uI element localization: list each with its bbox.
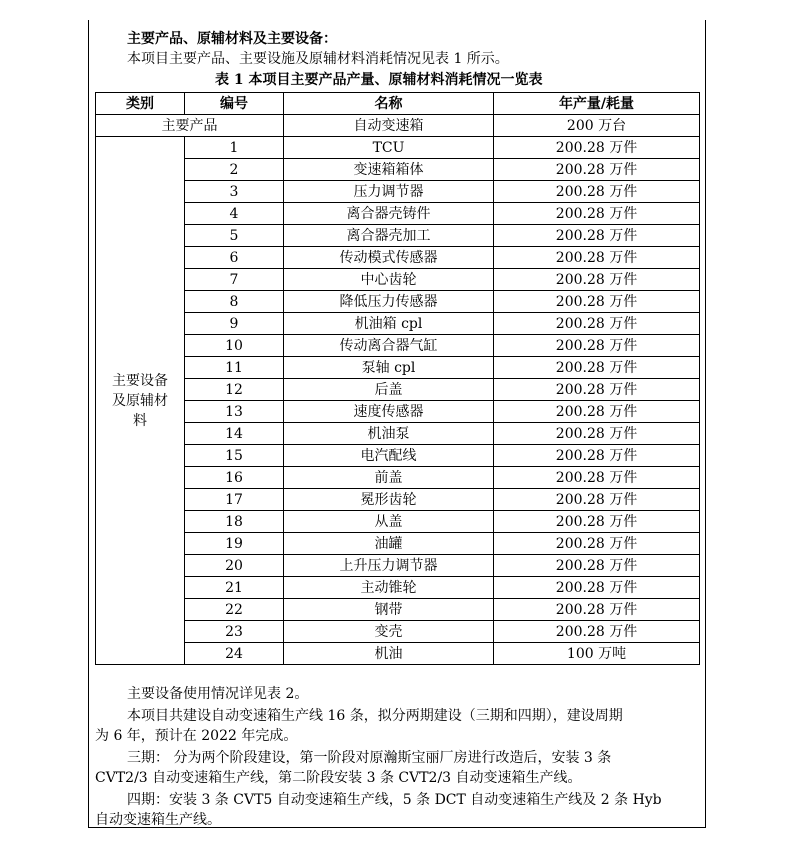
equipment-category-cell — [96, 137, 185, 665]
row-amount: 200.28 万件 — [494, 313, 700, 335]
table-row — [96, 269, 700, 291]
row-name: 离合器壳加工 — [284, 225, 494, 247]
row-name: 后盖 — [284, 379, 494, 401]
intro-text: 本项目主要产品、主要设施及原辅材料消耗情况见表 1 所示。 — [127, 51, 509, 67]
category-label-line: 料 — [133, 412, 147, 429]
row-name: 离合器壳铸件 — [284, 203, 494, 225]
row-number: 11 — [185, 357, 284, 379]
row-name: 前盖 — [284, 467, 494, 489]
row-number: 9 — [185, 313, 284, 335]
row-name: 从盖 — [284, 511, 494, 533]
row-number: 10 — [185, 335, 284, 357]
table-row — [96, 489, 700, 511]
row-number: 20 — [185, 555, 284, 577]
row-amount: 200.28 万件 — [494, 555, 700, 577]
row-number: 22 — [185, 599, 284, 621]
row-number: 1 — [185, 137, 284, 159]
row-amount: 200.28 万件 — [494, 379, 700, 401]
header-category: 类别 — [96, 93, 185, 115]
row-amount: 200.28 万件 — [494, 423, 700, 445]
row-name: 电汽配线 — [284, 445, 494, 467]
row-amount: 200.28 万件 — [494, 137, 700, 159]
row-name: 钢带 — [284, 599, 494, 621]
row-amount: 100 万吨 — [494, 643, 700, 665]
header-amount: 年产量/耗量 — [494, 93, 700, 115]
row-amount: 200.28 万件 — [494, 511, 700, 533]
row-number: 23 — [185, 621, 284, 643]
table-row — [96, 203, 700, 225]
table-row — [96, 379, 700, 401]
row-name: 上升压力调节器 — [284, 555, 494, 577]
row-number: 12 — [185, 379, 284, 401]
section-heading: 主要产品、原辅材料及主要设备： — [127, 31, 337, 47]
row-amount: 200.28 万件 — [494, 203, 700, 225]
row-number: 24 — [185, 643, 284, 665]
row-number: 6 — [185, 247, 284, 269]
row-name: 变壳 — [284, 621, 494, 643]
table-row — [96, 445, 700, 467]
row-amount: 200.28 万件 — [494, 599, 700, 621]
row-name: 冕形齿轮 — [284, 489, 494, 511]
para-lines-line1: 本项目共建设自动变速箱生产线 16 条，拟分两期建设（三期和四期），建设周期 — [127, 708, 623, 724]
table-row — [96, 291, 700, 313]
row-name: 变速箱箱体 — [284, 159, 494, 181]
row-amount: 200.28 万件 — [494, 621, 700, 643]
table-row — [96, 401, 700, 423]
table-row — [96, 225, 700, 247]
row-amount: 200.28 万件 — [494, 335, 700, 357]
row-amount: 200.28 万件 — [494, 467, 700, 489]
row-amount: 200.28 万件 — [494, 159, 700, 181]
row-amount: 200.28 万件 — [494, 181, 700, 203]
table-row — [96, 511, 700, 533]
row-amount: 200.28 万件 — [494, 357, 700, 379]
row-name: 中心齿轮 — [284, 269, 494, 291]
product-name: 自动变速箱 — [284, 115, 494, 137]
row-amount: 200.28 万件 — [494, 577, 700, 599]
row-name: 速度传感器 — [284, 401, 494, 423]
table-row — [96, 313, 700, 335]
table-row — [96, 577, 700, 599]
table-row — [96, 357, 700, 379]
row-number: 14 — [185, 423, 284, 445]
table-row — [96, 555, 700, 577]
category-label-line: 及原辅材 — [112, 392, 168, 409]
table-row — [96, 599, 700, 621]
row-number: 5 — [185, 225, 284, 247]
table-row — [96, 181, 700, 203]
table-row — [96, 643, 700, 665]
row-number: 8 — [185, 291, 284, 313]
row-number: 3 — [185, 181, 284, 203]
table-row — [96, 423, 700, 445]
row-amount: 200.28 万件 — [494, 533, 700, 555]
row-amount: 200.28 万件 — [494, 225, 700, 247]
header-number: 编号 — [185, 93, 284, 115]
para-lines-line2: 为 6 年，预计在 2022 年完成。 — [95, 728, 298, 744]
row-name: 机油泵 — [284, 423, 494, 445]
table-row — [96, 621, 700, 643]
row-name: 压力调节器 — [284, 181, 494, 203]
row-number: 16 — [185, 467, 284, 489]
table-row — [96, 335, 700, 357]
table-header-row — [96, 93, 700, 115]
category-label-line: 主要设备 — [112, 372, 168, 389]
table-row — [96, 467, 700, 489]
row-amount: 200.28 万件 — [494, 401, 700, 423]
row-name: 降低压力传感器 — [284, 291, 494, 313]
row-number: 18 — [185, 511, 284, 533]
table-row — [96, 137, 700, 159]
materials-table — [95, 92, 700, 665]
row-number: 2 — [185, 159, 284, 181]
table-row — [96, 247, 700, 269]
row-name: 机油箱 cpl — [284, 313, 494, 335]
para-phase4-line2: 自动变速箱生产线。 — [95, 812, 221, 828]
row-amount: 200.28 万件 — [494, 269, 700, 291]
row-name: 机油 — [284, 643, 494, 665]
row-name: 泵轴 cpl — [284, 357, 494, 379]
product-category: 主要产品 — [96, 115, 284, 137]
row-number: 21 — [185, 577, 284, 599]
product-amount: 200 万台 — [494, 115, 700, 137]
header-name: 名称 — [284, 93, 494, 115]
row-number: 15 — [185, 445, 284, 467]
row-number: 17 — [185, 489, 284, 511]
row-number: 4 — [185, 203, 284, 225]
row-amount: 200.28 万件 — [494, 247, 700, 269]
para-phase4-line1: 四期：安装 3 条 CVT5 自动变速箱生产线，5 条 DCT 自动变速箱生产线及 2 条 Hyb — [127, 792, 662, 808]
para-phase3-line2: CVT2/3 自动变速箱生产线，第二阶段安装 3 条 CVT2/3 自动变速箱生产线。 — [95, 770, 582, 786]
product-row — [96, 115, 700, 137]
row-name: 传动离合器气缸 — [284, 335, 494, 357]
para-phase3-line1: 三期： 分为两个阶段建设，第一阶段对原瀚斯宝丽厂房进行改造后，安装 3 条 — [127, 750, 612, 766]
row-amount: 200.28 万件 — [494, 291, 700, 313]
row-name: 主动锥轮 — [284, 577, 494, 599]
document-frame — [88, 20, 706, 828]
row-number: 13 — [185, 401, 284, 423]
row-name: 传动模式传感器 — [284, 247, 494, 269]
table-caption: 表 1 本项目主要产品产量、原辅材料消耗情况一览表 — [215, 72, 543, 88]
row-name: 油罐 — [284, 533, 494, 555]
row-number: 7 — [185, 269, 284, 291]
row-number: 19 — [185, 533, 284, 555]
table-row — [96, 533, 700, 555]
row-amount: 200.28 万件 — [494, 445, 700, 467]
row-name: TCU — [284, 137, 494, 159]
table-row — [96, 159, 700, 181]
row-amount: 200.28 万件 — [494, 489, 700, 511]
para-table2-ref: 主要设备使用情况详见表 2。 — [127, 686, 309, 702]
